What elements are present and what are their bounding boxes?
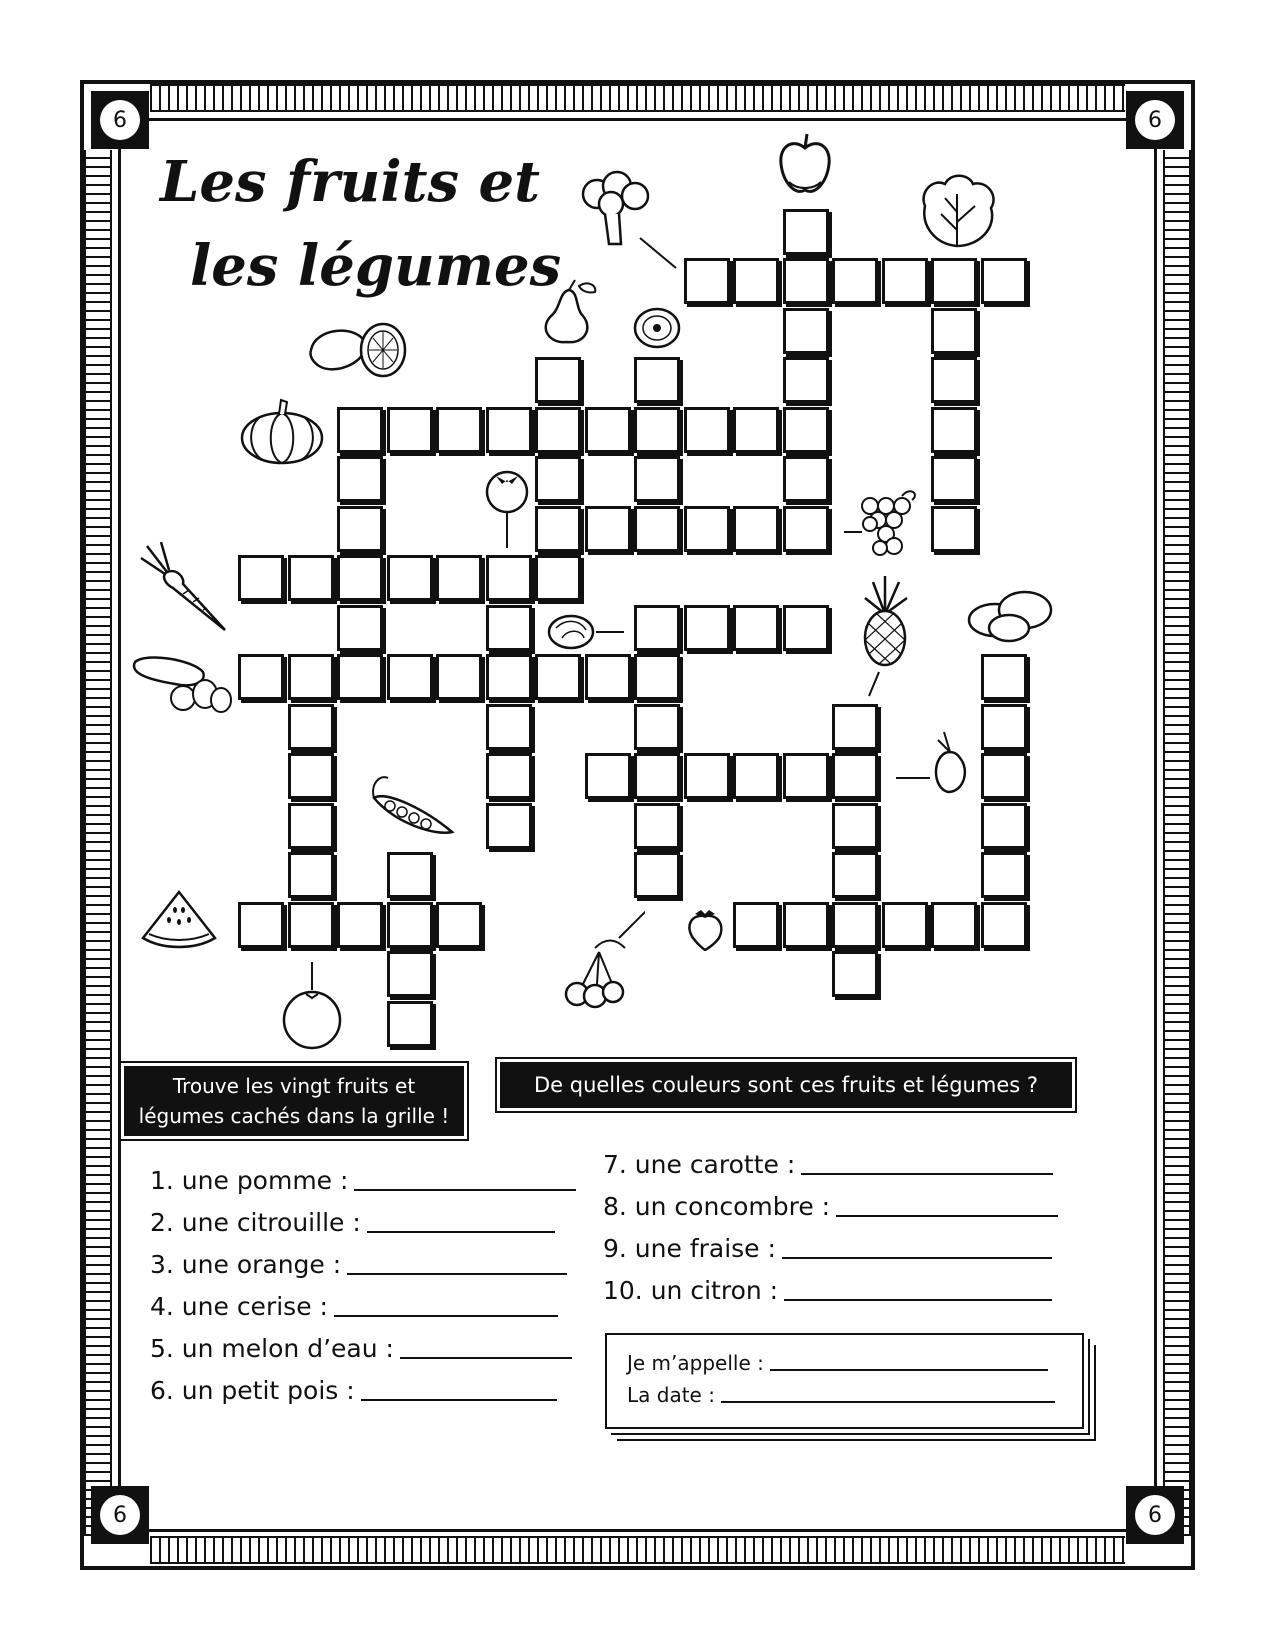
answer-line[interactable] <box>347 1273 567 1275</box>
question-2: 2. une citrouille : <box>150 1208 555 1237</box>
question-9: 9. une fraise : <box>603 1234 1052 1263</box>
corner-page-number: 6 <box>91 1486 149 1544</box>
question-1: 1. une pomme : <box>150 1166 576 1195</box>
name-field[interactable] <box>770 1369 1048 1371</box>
answer-line[interactable] <box>836 1215 1058 1217</box>
date-label: La date : <box>627 1383 715 1407</box>
name-row <box>627 1351 1048 1375</box>
answer-line[interactable] <box>334 1315 558 1317</box>
answer-line[interactable] <box>801 1173 1053 1175</box>
find-instruction-line-1: Trouve les vingt fruits et <box>172 1074 416 1098</box>
name-date-box <box>605 1333 1084 1429</box>
corner-page-number: 6 <box>91 91 149 149</box>
question-7: 7. une carotte : <box>603 1150 1053 1179</box>
colors-instruction-box <box>500 1062 1072 1108</box>
find-instruction-line-2: légumes cachés dans la grille ! <box>138 1104 450 1128</box>
colors-instruction-text: De quelles couleurs sont ces fruits et légumes ? <box>533 1073 1039 1097</box>
question-3: 3. une orange : <box>150 1250 567 1279</box>
date-field[interactable] <box>721 1401 1055 1403</box>
corner-page-number: 6 <box>1126 91 1184 149</box>
answer-line[interactable] <box>354 1189 576 1191</box>
question-10: 10. un citron : <box>603 1276 1052 1305</box>
answer-line[interactable] <box>400 1357 572 1359</box>
answer-line[interactable] <box>782 1257 1052 1259</box>
answer-line[interactable] <box>367 1231 555 1233</box>
title-line-2: les légumes <box>190 233 562 299</box>
question-4: 4. une cerise : <box>150 1292 558 1321</box>
question-6: 6. un petit pois : <box>150 1376 557 1405</box>
corner-page-number: 6 <box>1126 1486 1184 1544</box>
answer-line[interactable] <box>784 1299 1052 1301</box>
title-line-1: Les fruits et <box>160 149 540 215</box>
question-5: 5. un melon d’eau : <box>150 1334 572 1363</box>
question-8: 8. un concombre : <box>603 1192 1058 1221</box>
name-label: Je m’appelle : <box>627 1351 764 1375</box>
answer-line[interactable] <box>361 1399 557 1401</box>
find-instruction-box <box>124 1066 464 1136</box>
date-row <box>627 1383 1055 1407</box>
